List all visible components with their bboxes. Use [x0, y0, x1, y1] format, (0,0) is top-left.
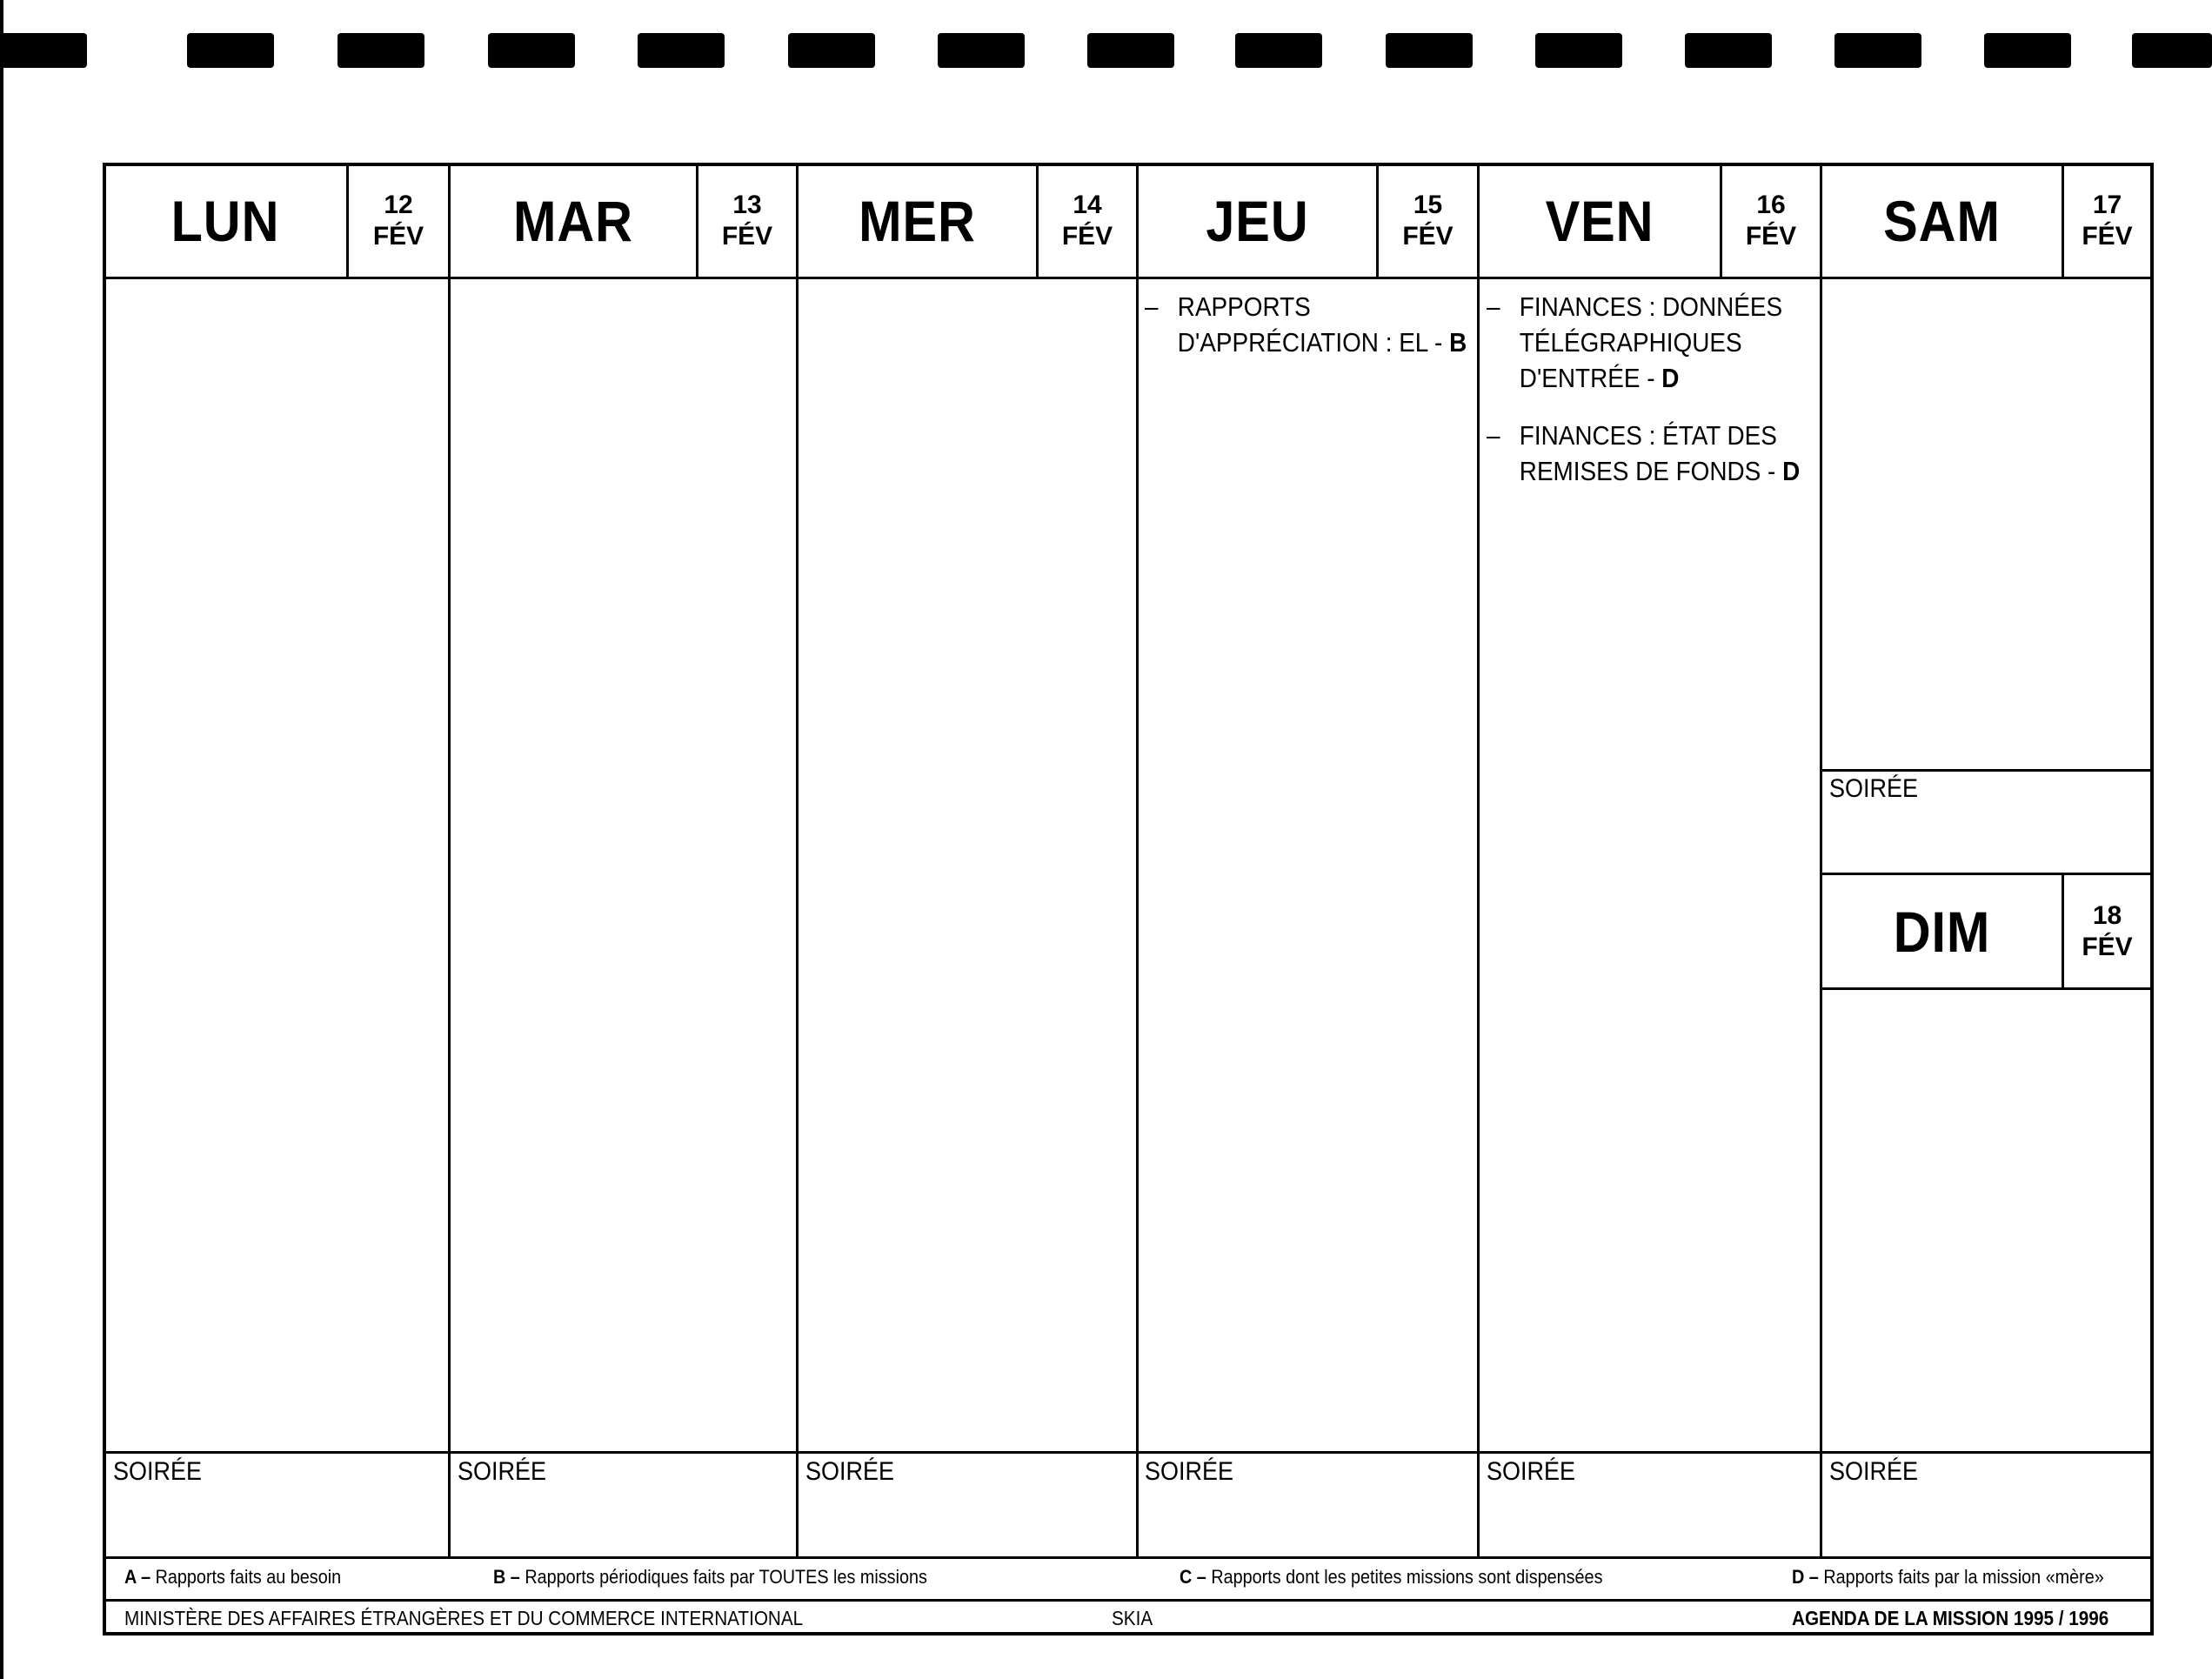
column-divider: [1477, 163, 1480, 1559]
soiree-label-mar: SOIRÉE: [458, 1457, 547, 1486]
legend-top-rule: [103, 1556, 2154, 1559]
entry-text: [1520, 289, 1782, 396]
column-divider: [1136, 163, 1139, 1559]
soiree-label-jeu: SOIRÉE: [1145, 1457, 1234, 1486]
footer-ministry: MINISTÈRE DES AFFAIRES ÉTRANGÈRES ET DU COMMERCE INTERNATIONAL: [124, 1607, 804, 1629]
perforation-hole: [488, 33, 575, 68]
day-number: 13: [732, 191, 762, 219]
day-date-jeu: [1379, 165, 1477, 277]
day-number: 17: [2092, 191, 2122, 219]
day-name-mar: MAR: [513, 189, 633, 253]
dim-header-bottom-rule: [1820, 987, 2154, 990]
day-date-dim: [2064, 875, 2150, 987]
legend-letter: D: [1792, 1566, 1805, 1588]
legend-sep: –: [136, 1566, 156, 1588]
perforation-hole: [2132, 33, 2212, 68]
day-date-sam: [2064, 165, 2150, 277]
legend-sep: –: [1192, 1566, 1212, 1588]
day-month: FÉV: [1402, 222, 1454, 251]
entry-text: [1520, 418, 1800, 489]
legend-d: [1792, 1566, 2104, 1589]
perforation-hole: [1535, 33, 1622, 68]
day-name-sam: SAM: [1883, 189, 2001, 253]
legend-sep: –: [505, 1566, 525, 1588]
entry-line-text: D'ENTRÉE -: [1519, 363, 1662, 393]
perforation-hole: [1685, 33, 1772, 68]
footer-top-rule: [103, 1599, 2154, 1602]
column-divider: [1820, 163, 1822, 1559]
legend-letter: B: [493, 1566, 506, 1588]
perforation-hole: [0, 33, 87, 68]
entry-line: FINANCES : DONNÉES: [1519, 291, 1783, 322]
soiree-label-dim: SOIRÉE: [1829, 1457, 1919, 1486]
legend-letter: C: [1180, 1566, 1193, 1588]
perforation-hole: [1984, 33, 2071, 68]
legend-text: Rapports dont les petites missions sont dispensées: [1211, 1566, 1603, 1588]
report-code: D: [1661, 363, 1680, 393]
footer-agenda-title: AGENDA DE LA MISSION 1995 / 1996: [1792, 1607, 2109, 1629]
day-name-mer: MER: [859, 189, 976, 253]
day-date-mar: [698, 165, 796, 277]
perforation-hole: [638, 33, 725, 68]
day-month: FÉV: [1061, 222, 1113, 251]
report-code: B: [1449, 327, 1467, 358]
legend-letter: A: [124, 1566, 137, 1588]
day-month: FÉV: [372, 222, 424, 251]
perforation-hole: [187, 33, 274, 68]
perforation-hole: [1235, 33, 1322, 68]
perforation-hole: [337, 33, 424, 68]
report-code: D: [1782, 456, 1801, 486]
day-name-ven: VEN: [1545, 189, 1654, 253]
legend-text: Rapports périodiques faits par TOUTES les missions: [525, 1566, 927, 1588]
soiree-label-mer: SOIRÉE: [805, 1457, 895, 1486]
column-divider: [448, 163, 451, 1559]
legend-a: [124, 1566, 341, 1589]
day-month: FÉV: [1745, 222, 1797, 251]
perforation-hole: [1087, 33, 1174, 68]
perforation-hole: [788, 33, 875, 68]
day-number: 16: [1756, 191, 1786, 219]
header-bottom-rule: [103, 277, 2154, 279]
day-date-lun: [349, 165, 448, 277]
day-number: 12: [384, 191, 413, 219]
day-name-jeu: JEU: [1206, 189, 1309, 253]
entry-line-text: D'APPRÉCIATION : EL -: [1177, 327, 1450, 358]
legend-text: Rapports faits par la mission «mère»: [1823, 1566, 2104, 1588]
day-number: 18: [2092, 900, 2122, 930]
sam-soiree-top-rule: [1820, 769, 2154, 772]
entry-line: FINANCES : ÉTAT DES: [1519, 420, 1777, 451]
day-number: 15: [1413, 191, 1443, 219]
legend-b: [493, 1566, 927, 1589]
legend-text: Rapports faits au besoin: [155, 1566, 342, 1588]
day-month: FÉV: [2082, 932, 2133, 961]
day-name-dim: DIM: [1893, 899, 1991, 964]
day-number: 14: [1073, 191, 1102, 219]
entry-dash: –: [1487, 420, 1500, 451]
perforation-hole: [1386, 33, 1473, 68]
entry-line-text: REMISES DE FONDS -: [1519, 456, 1783, 486]
perforation-hole: [1834, 33, 1921, 68]
entry-line: TÉLÉGRAPHIQUES: [1519, 327, 1742, 358]
day-month: FÉV: [721, 222, 773, 251]
entry-line: [1178, 324, 1467, 360]
entry-dash: –: [1145, 291, 1159, 322]
entry-line: [1520, 453, 1800, 489]
day-date-ven: [1722, 165, 1820, 277]
footer-center: SKIA: [1112, 1607, 1153, 1629]
perforation-hole: [938, 33, 1025, 68]
left-page-edge: [0, 0, 3, 1679]
legend-c: [1180, 1566, 1602, 1589]
soiree-label-sam: SOIRÉE: [1829, 774, 1919, 803]
entry-text: [1178, 289, 1467, 360]
day-date-mer: [1039, 165, 1136, 277]
entry-dash: –: [1487, 291, 1500, 322]
day-month: FÉV: [2082, 222, 2133, 251]
soiree-label-lun: SOIRÉE: [113, 1457, 203, 1486]
soiree-top-rule: [103, 1451, 2154, 1454]
entry-line: RAPPORTS: [1177, 291, 1311, 322]
column-divider: [796, 163, 799, 1559]
entry-line: [1520, 360, 1782, 396]
soiree-label-ven: SOIRÉE: [1487, 1457, 1576, 1486]
legend-sep: –: [1804, 1566, 1824, 1588]
day-name-lun: LUN: [170, 189, 280, 253]
